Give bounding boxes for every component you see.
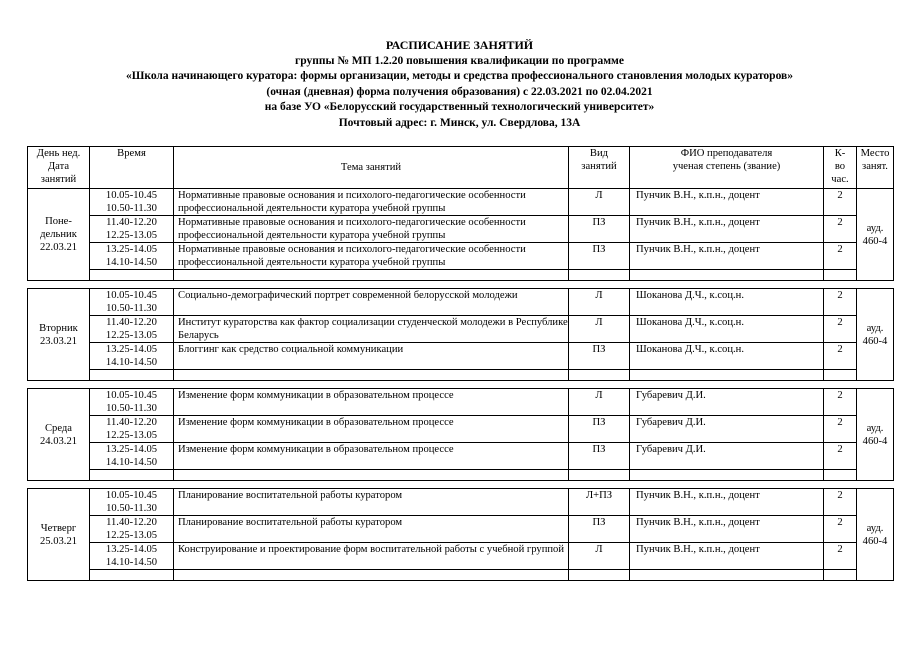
time-end: 14.10-14.50 <box>105 557 158 568</box>
day-name: Четверг <box>40 522 77 534</box>
teacher-cell: Губаревич Д.И. <box>630 416 824 443</box>
time-start: 10.05-10.45 <box>105 390 158 401</box>
room-label: ауд. <box>866 222 884 234</box>
topic-cell: Планирование воспитательной работы куратором <box>174 489 569 516</box>
topic-cell: Планирование воспитательной работы куратором <box>174 516 569 543</box>
topic-cell: Нормативные правовые основания и психолого-педагогические особенности профессиональной деятельности куратора учебной группы <box>174 189 569 216</box>
teacher-cell: Губаревич Д.И. <box>630 389 824 416</box>
teacher-cell: Пунчик В.Н., к.п.н., доцент <box>630 243 824 270</box>
topic-cell: Изменение форм коммуникации в образовательном процессе <box>174 443 569 470</box>
type-cell: ПЗ <box>569 516 630 543</box>
type-cell: Л <box>569 316 630 343</box>
table-row <box>28 316 894 343</box>
time-end: 12.25-13.05 <box>105 330 158 341</box>
time-cell <box>90 189 174 216</box>
room-number: 460-4 <box>862 335 888 347</box>
time-start: 11.40-12.20 <box>106 217 157 228</box>
type-cell: ПЗ <box>569 416 630 443</box>
time-start: 10.05-10.45 <box>105 290 158 301</box>
document-title: РАСПИСАНИЕ ЗАНЯТИЙ <box>385 38 534 52</box>
empty-cell <box>630 270 824 281</box>
type-cell: ПЗ <box>569 443 630 470</box>
day-date: 24.03.21 <box>39 435 78 447</box>
time-end: 14.10-14.50 <box>105 257 158 268</box>
hours-cell: 2 <box>824 516 857 543</box>
table-row <box>28 416 894 443</box>
room-cell <box>857 489 894 581</box>
gap-cell <box>28 381 894 389</box>
type-cell: Л <box>569 389 630 416</box>
column-header-topic: Тема занятий <box>174 147 569 189</box>
table-row <box>28 343 894 370</box>
empty-cell <box>569 470 630 481</box>
teacher-cell: Пунчик В.Н., к.п.н., доцент <box>630 489 824 516</box>
time-cell <box>90 343 174 370</box>
day-name-cont: дельник <box>40 229 77 240</box>
empty-cell <box>90 370 174 381</box>
table-row <box>28 216 894 243</box>
empty-cell <box>630 470 824 481</box>
empty-cell <box>824 570 857 581</box>
empty-cell <box>569 570 630 581</box>
empty-cell <box>174 570 569 581</box>
day-cell <box>28 289 90 381</box>
day-cell <box>28 189 90 281</box>
block-gap <box>28 381 894 389</box>
time-end: 14.10-14.50 <box>105 457 158 468</box>
block-gap <box>28 281 894 289</box>
empty-cell <box>630 570 824 581</box>
time-cell <box>90 316 174 343</box>
time-end: 10.50-11.30 <box>106 503 157 514</box>
type-cell: ПЗ <box>569 216 630 243</box>
room-cell <box>857 289 894 381</box>
time-end: 12.25-13.05 <box>105 230 158 241</box>
time-end: 10.50-11.30 <box>106 303 157 314</box>
empty-row <box>28 570 894 581</box>
empty-row <box>28 370 894 381</box>
day-cell <box>28 389 90 481</box>
institution-line: на базе УО «Белорусский государственный технологический университет» <box>264 101 655 114</box>
time-cell <box>90 443 174 470</box>
time-cell <box>90 243 174 270</box>
group-line: группы № МП 1.2.20 повышения квалификации по программе <box>295 54 624 67</box>
time-end: 12.25-13.05 <box>105 430 158 441</box>
room-cell <box>857 389 894 481</box>
topic-cell: Конструирование и проектирование форм воспитательной работы с учебной группой <box>174 543 569 570</box>
empty-cell <box>174 470 569 481</box>
hours-cell: 2 <box>824 289 857 316</box>
time-end: 10.50-11.30 <box>106 403 157 414</box>
type-cell: Л <box>569 543 630 570</box>
hours-cell: 2 <box>824 389 857 416</box>
time-cell <box>90 389 174 416</box>
time-end: 14.10-14.50 <box>105 357 158 368</box>
program-line: «Школа начинающего куратора: формы организации, методы и средства профессионального становления молодых кураторов» <box>125 70 794 83</box>
topic-cell: Институт кураторства как фактор социализации студенческой молодежи в Республике Беларусь <box>174 316 569 343</box>
time-cell <box>90 543 174 570</box>
topic-cell: Изменение форм коммуникации в образовательном процессе <box>174 389 569 416</box>
topic-cell: Нормативные правовые основания и психолого-педагогические особенности профессиональной деятельности куратора учебной группы <box>174 216 569 243</box>
time-cell <box>90 489 174 516</box>
column-header-time: Время <box>90 147 174 189</box>
time-end: 12.25-13.05 <box>105 530 158 541</box>
time-start: 10.05-10.45 <box>105 490 158 501</box>
empty-cell <box>90 570 174 581</box>
room-number: 460-4 <box>862 235 888 247</box>
time-start: 11.40-12.20 <box>106 517 157 528</box>
empty-cell <box>90 470 174 481</box>
topic-cell: Изменение форм коммуникации в образовательном процессе <box>174 416 569 443</box>
hours-cell: 2 <box>824 316 857 343</box>
day-date: 23.03.21 <box>39 335 78 347</box>
type-cell: Л <box>569 289 630 316</box>
day-name: Среда <box>44 422 73 434</box>
block-gap <box>28 481 894 489</box>
time-cell <box>90 416 174 443</box>
teacher-cell: Пунчик В.Н., к.п.н., доцент <box>630 216 824 243</box>
empty-cell <box>174 270 569 281</box>
gap-cell <box>28 281 894 289</box>
day-date: 22.03.21 <box>39 242 78 253</box>
room-label: ауд. <box>866 322 884 334</box>
empty-row <box>28 270 894 281</box>
column-header-room: Место занят. <box>857 147 894 189</box>
table-row <box>28 243 894 270</box>
column-header-teacher: ФИО преподавателя ученая степень (звание) <box>630 147 824 189</box>
teacher-cell: Шоканова Д.Ч., к.соц.н. <box>630 316 824 343</box>
day-name: Вторник <box>39 322 78 334</box>
type-cell: Л <box>569 189 630 216</box>
hours-cell: 2 <box>824 543 857 570</box>
day-cell <box>28 489 90 581</box>
room-number: 460-4 <box>862 435 888 447</box>
table-row <box>28 543 894 570</box>
type-cell: ПЗ <box>569 243 630 270</box>
column-header-hours: К- во час. <box>824 147 857 189</box>
type-cell: Л+ПЗ <box>569 489 630 516</box>
schedule-body <box>28 189 894 581</box>
gap-cell <box>28 481 894 489</box>
topic-cell: Блоггинг как средство социальной коммуникации <box>174 343 569 370</box>
topic-cell: Нормативные правовые основания и психолого-педагогические особенности профессиональной деятельности куратора учебной группы <box>174 243 569 270</box>
time-cell <box>90 289 174 316</box>
day-date: 25.03.21 <box>39 535 78 547</box>
time-start: 11.40-12.20 <box>106 417 157 428</box>
topic-cell: Социально-демографический портрет современной белорусской молодежи <box>174 289 569 316</box>
teacher-cell: Пунчик В.Н., к.п.н., доцент <box>630 189 824 216</box>
table-row <box>28 516 894 543</box>
empty-cell <box>824 470 857 481</box>
empty-cell <box>824 270 857 281</box>
empty-cell <box>824 370 857 381</box>
teacher-cell: Шоканова Д.Ч., к.соц.н. <box>630 343 824 370</box>
time-start: 13.25-14.05 <box>105 344 158 355</box>
table-row <box>28 389 894 416</box>
empty-cell <box>630 370 824 381</box>
time-cell <box>90 516 174 543</box>
time-start: 13.25-14.05 <box>105 244 158 255</box>
time-start: 10.05-10.45 <box>105 190 158 201</box>
table-row <box>28 189 894 216</box>
hours-cell: 2 <box>824 343 857 370</box>
table-row <box>28 443 894 470</box>
time-start: 13.25-14.05 <box>105 444 158 455</box>
address-line: Почтовый адрес: г. Минск, ул. Свердлова, 13А <box>338 116 581 129</box>
teacher-cell: Губаревич Д.И. <box>630 443 824 470</box>
hours-cell: 2 <box>824 243 857 270</box>
table-row <box>28 289 894 316</box>
schedule-table <box>27 146 894 581</box>
empty-cell <box>174 370 569 381</box>
table-header-row <box>28 147 894 189</box>
column-header-day: День нед. Дата занятий <box>28 147 90 189</box>
hours-cell: 2 <box>824 489 857 516</box>
hours-cell: 2 <box>824 189 857 216</box>
hours-cell: 2 <box>824 443 857 470</box>
room-label: ауд. <box>866 522 884 534</box>
hours-cell: 2 <box>824 216 857 243</box>
empty-row <box>28 470 894 481</box>
empty-cell <box>569 370 630 381</box>
day-name: Поне- <box>45 216 72 227</box>
teacher-cell: Шоканова Д.Ч., к.соц.н. <box>630 289 824 316</box>
teacher-cell: Пунчик В.Н., к.п.н., доцент <box>630 543 824 570</box>
type-cell: ПЗ <box>569 343 630 370</box>
time-start: 11.40-12.20 <box>106 317 157 328</box>
column-header-type: Вид занятий <box>569 147 630 189</box>
time-end: 10.50-11.30 <box>106 203 157 214</box>
hours-cell: 2 <box>824 416 857 443</box>
room-number: 460-4 <box>862 535 888 547</box>
empty-cell <box>569 270 630 281</box>
room-cell <box>857 189 894 281</box>
teacher-cell: Пунчик В.Н., к.п.н., доцент <box>630 516 824 543</box>
room-label: ауд. <box>866 422 884 434</box>
time-start: 13.25-14.05 <box>105 544 158 555</box>
empty-cell <box>90 270 174 281</box>
time-cell <box>90 216 174 243</box>
table-row <box>28 489 894 516</box>
document-header <box>0 38 919 132</box>
form-dates-line: (очная (дневная) форма получения образования) с 22.03.2021 по 02.04.2021 <box>266 85 653 98</box>
